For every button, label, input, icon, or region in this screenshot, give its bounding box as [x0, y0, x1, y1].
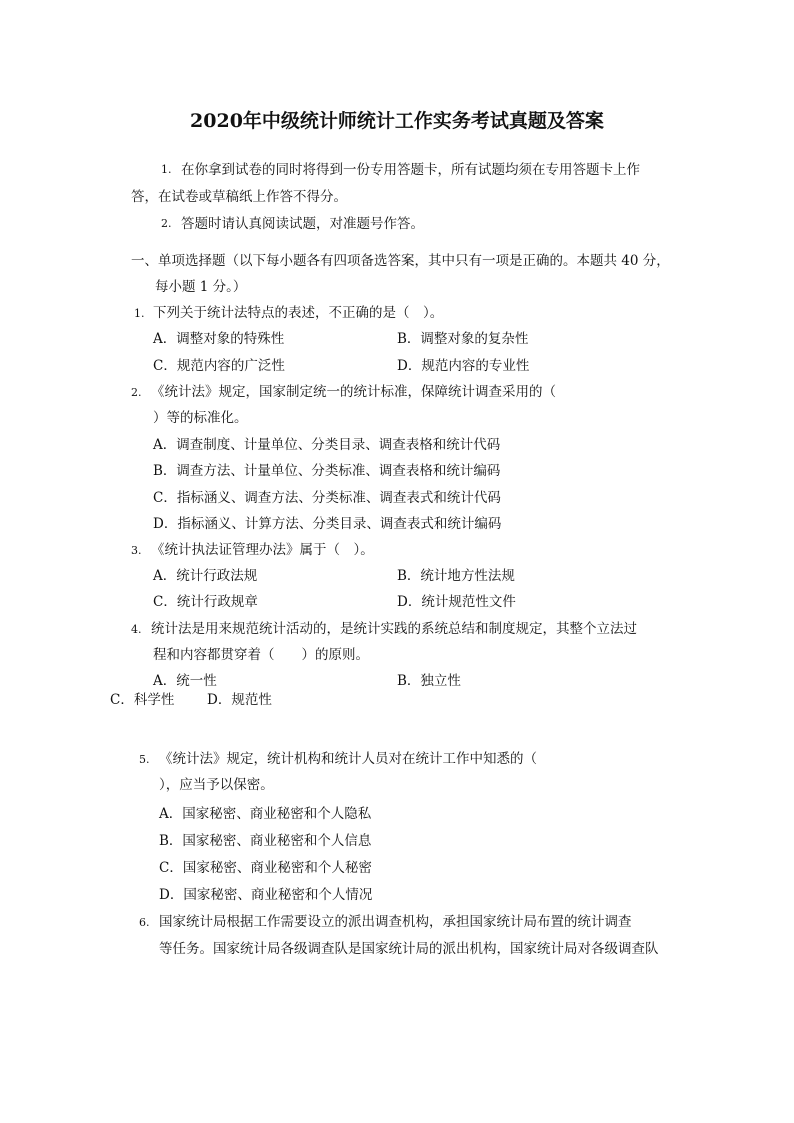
question-6-number: 6.: [139, 916, 150, 929]
question-4-text-line-1: 统计法是用来规范统计活动的，是统计实践的系统总结和制度规定，其整个立法过: [151, 621, 637, 637]
page-title: 2020年中级统计师统计工作实务考试真题及答案: [190, 110, 604, 132]
question-1-option-d: D．规范内容的专业性: [397, 358, 530, 374]
question-5-option-a: A．国家秘密、商业秘密和个人隐私: [159, 806, 372, 822]
question-5-option-d: D．国家秘密、商业秘密和个人情况: [159, 887, 373, 903]
question-2-option-d: D．指标涵义、计算方法、分类目录、调查表式和统计编码: [153, 516, 502, 532]
question-2-option-b: B．调查方法、计量单位、分类标准、调查表格和统计编码: [153, 463, 501, 479]
question-1-option-c: C．规范内容的广泛性: [153, 358, 285, 374]
section-heading-line-2: 每小题 1 分。）: [155, 279, 247, 295]
question-1-option-a: A．调整对象的特殊性: [153, 331, 285, 347]
question-1-number: 1.: [134, 307, 145, 320]
question-3-text: 《统计执法证管理办法》属于（ ）。: [151, 542, 374, 558]
question-4-option-a: A．统一性: [153, 673, 217, 689]
question-5-text-line-1: 《统计法》规定，统计机构和统计人员对在统计工作中知悉的（: [159, 751, 537, 767]
question-4-option-d: D．规范性: [207, 692, 272, 708]
question-2-text-line-1: 《统计法》规定，国家制定统一的统计标准，保障统计调查采用的（: [151, 384, 556, 400]
instruction-2-text: 答题时请认真阅读试题，对准题号作答。: [181, 216, 424, 232]
question-5-option-c: C．国家秘密、商业秘密和个人秘密: [159, 860, 372, 876]
instruction-1-line-2: 答，在试卷或草稿纸上作答不得分。: [131, 189, 347, 205]
question-3-option-d: D．统计规范性文件: [397, 594, 516, 610]
question-3-option-c: C．统计行政规章: [153, 594, 258, 610]
instruction-1-number: 1.: [161, 163, 172, 176]
question-1-option-b: B．调整对象的复杂性: [397, 331, 529, 347]
question-6-text-line-1: 国家统计局根据工作需要设立的派出调查机构，承担国家统计局布置的统计调查: [159, 914, 632, 930]
question-4-option-c: C．科学性: [110, 692, 175, 708]
question-2-option-c: C．指标涵义、调查方法、分类标准、调查表式和统计代码: [153, 490, 501, 506]
question-4-number: 4.: [131, 623, 142, 636]
instruction-1-line-1: 在你拿到试卷的同时将得到一份专用答题卡，所有试题均须在专用答题卡上作: [181, 162, 640, 178]
question-5-option-b: B．国家秘密、商业秘密和个人信息: [159, 833, 372, 849]
section-heading-line-1: 一、单项选择题（以下每小题各有四项备选答案，其中只有一项是正确的。本题共 40 分，: [131, 253, 670, 269]
question-3-option-a: A．统计行政法规: [153, 568, 258, 584]
question-4-option-b: B．独立性: [397, 673, 461, 689]
question-2-number: 2.: [131, 386, 142, 399]
question-2-option-a: A．调查制度、计量单位、分类目录、调查表格和统计代码: [153, 437, 501, 453]
question-5-number: 5.: [139, 753, 150, 766]
question-3-number: 3.: [131, 544, 142, 557]
question-3-option-b: B．统计地方性法规: [397, 568, 515, 584]
question-2-text-line-2: ）等的标准化。: [153, 410, 248, 426]
question-4-text-line-2: 程和内容都贯穿着（ ）的原则。: [153, 647, 369, 663]
question-1-text: 下列关于统计法特点的表述，不正确的是（ ）。: [153, 305, 444, 321]
question-6-text-line-2: 等任务。国家统计局各级调查队是国家统计局的派出机构，国家统计局对各级调查队: [159, 941, 659, 957]
question-5-text-line-2: ），应当予以保密。: [159, 777, 274, 793]
instruction-2-number: 2.: [161, 217, 172, 230]
